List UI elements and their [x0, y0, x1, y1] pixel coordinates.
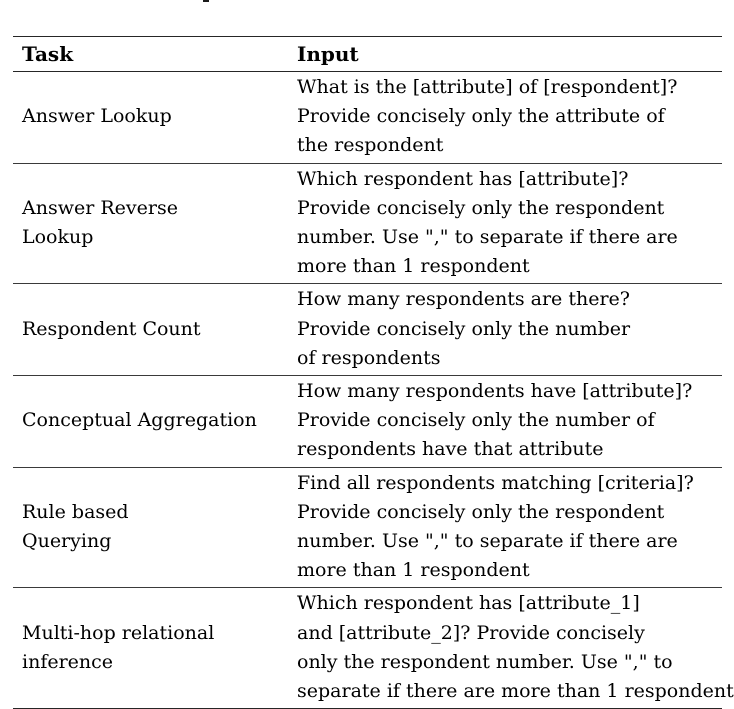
- table-body: [13, 72, 734, 709]
- task-line: Respondent Count: [22, 317, 201, 340]
- input-line: Provide concisely only the attribute of: [297, 105, 665, 128]
- cell-input: [288, 467, 722, 588]
- cell-input: [288, 284, 722, 376]
- input-line: number. Use "," to separate if there are: [297, 226, 678, 249]
- cell-task: [13, 588, 288, 709]
- cell-input: [288, 72, 722, 164]
- task-line: Rule based: [22, 500, 129, 523]
- clipped-caption-fragment: [203, 0, 209, 2]
- task-line: Conceptual Aggregation: [22, 409, 257, 432]
- input-line: separate if there are more than 1 respondent: [297, 680, 734, 703]
- cell-task: [13, 163, 288, 284]
- input-line: Provide concisely only the number of: [297, 409, 655, 432]
- cell-input: [288, 588, 734, 709]
- table-row: [13, 163, 722, 284]
- input-line: Provide concisely only the number: [297, 317, 631, 340]
- input-line: How many respondents are there?: [297, 288, 630, 311]
- cell-task: [13, 376, 288, 468]
- cell-task: [13, 467, 288, 588]
- task-line: Answer Lookup: [22, 105, 172, 128]
- task-line: Lookup: [22, 226, 94, 249]
- cell-input: [288, 376, 722, 468]
- input-line: only the respondent number. Use "," to: [297, 650, 673, 673]
- table-header: [13, 37, 722, 72]
- table-container: [13, 36, 734, 709]
- input-line: Which respondent has [attribute]?: [297, 167, 629, 190]
- input-line: What is the [attribute] of [respondent]?: [297, 76, 678, 98]
- table-row: [13, 376, 722, 468]
- input-line: How many respondents have [attribute]?: [297, 380, 693, 403]
- input-line: Provide concisely only the respondent: [297, 500, 665, 523]
- input-line: more than 1 respondent: [297, 559, 530, 582]
- table-row: [13, 467, 722, 588]
- column-header-input: Input: [297, 42, 359, 66]
- cell-input: [288, 163, 722, 284]
- input-line: and [attribute_2]? Provide concisely: [297, 621, 645, 644]
- table-row: [13, 72, 722, 164]
- task-line: inference: [22, 650, 114, 673]
- input-line: Provide concisely only the respondent: [297, 196, 665, 219]
- input-line: the respondent: [297, 134, 444, 157]
- table-row: [13, 284, 722, 376]
- input-line: of respondents: [297, 346, 441, 369]
- cell-task: [13, 284, 288, 376]
- table-row: [13, 588, 722, 709]
- column-header-task: Task: [22, 42, 74, 66]
- task-line: Querying: [22, 530, 112, 553]
- task-input-table: [13, 36, 734, 709]
- input-line: Find all respondents matching [criteria]?: [297, 471, 694, 494]
- input-line: number. Use "," to separate if there are: [297, 530, 678, 553]
- task-line: Answer Reverse: [22, 196, 178, 219]
- input-line: respondents have that attribute: [297, 438, 604, 461]
- input-line: more than 1 respondent: [297, 255, 530, 278]
- input-line: Which respondent has [attribute_1]: [297, 592, 640, 615]
- table-header-row: [13, 37, 722, 72]
- task-line: Multi-hop relational: [22, 621, 215, 644]
- cell-task: [13, 72, 288, 164]
